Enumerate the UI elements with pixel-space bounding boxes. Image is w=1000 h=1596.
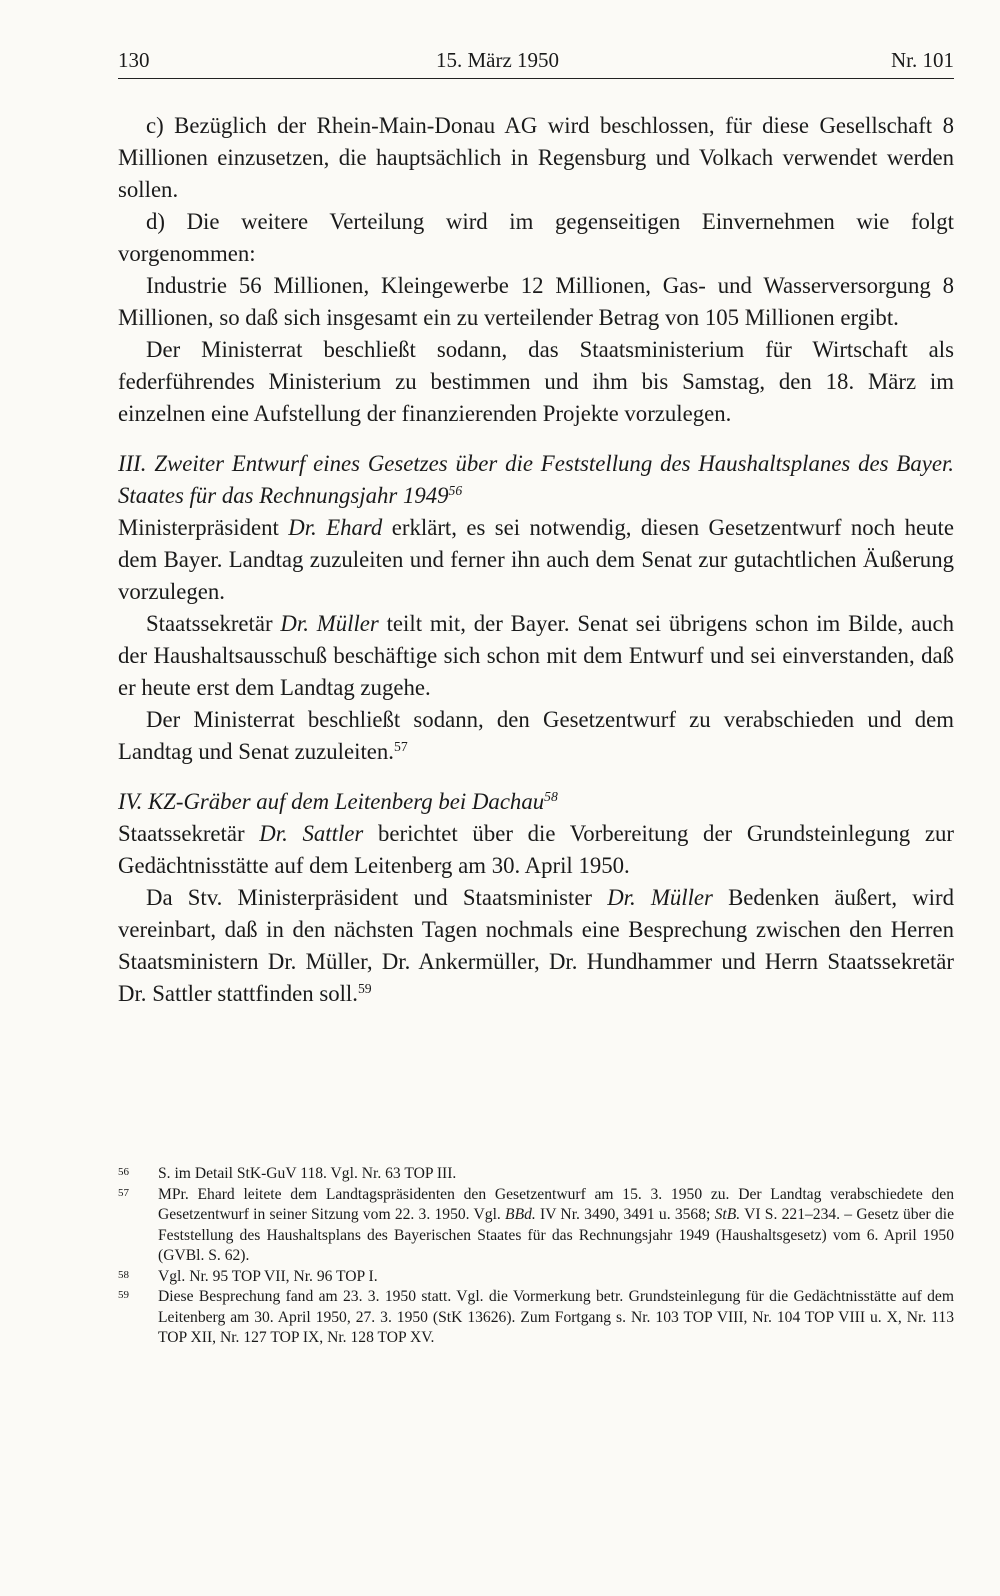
main-text xyxy=(118,110,954,1010)
text-run: MPr. Ehard leitete dem Landtagspräsidenten den Gesetzentwurf am 15. 3. 1950 zu. Der Landtag verabschiedete den Gesetzentwurf in seiner Sitzung vom 22. 3. 1950. Vgl. xyxy=(158,1185,954,1223)
text-run: IV Nr. 3490, 3491 u. 3568; xyxy=(535,1206,715,1223)
section-iv-title: IV. KZ-Gräber auf dem Leitenberg bei Dachau xyxy=(118,789,545,814)
footnote-number: 56 xyxy=(118,1166,129,1178)
footnote-57 xyxy=(118,1185,954,1267)
footnote-56 xyxy=(118,1164,954,1185)
paragraph-mueller xyxy=(118,608,954,704)
text-run: erklärt, es sei notwendig, diesen Gesetzentwurf noch heute dem Bayer. Landtag zuzuleiten und ferner ihn auch dem Senat zur gutachtlichen Äußerung vorzulegen. xyxy=(118,515,955,604)
footnote-58 xyxy=(118,1267,954,1288)
section-iv-heading xyxy=(118,786,954,818)
footnote-ref-56: 56 xyxy=(448,482,463,498)
paragraph-ministerrat-decision-2 xyxy=(118,704,954,768)
person-name-mueller: Müller xyxy=(635,885,713,910)
title-dr: Dr. xyxy=(288,515,317,540)
header-date: 15. März 1950 xyxy=(436,48,560,72)
section-iii-title: III. Zweiter Entwurf eines Gesetzes über die Feststellung des Haushaltsplanes des Bayer. Staates für das Rechnungsjahr 1949 xyxy=(118,451,954,508)
person-name-mueller: Müller xyxy=(308,611,379,636)
document-number: Nr. 101 xyxy=(891,48,954,72)
text-run: Staatssekretär xyxy=(146,611,281,636)
footnote-text: Vgl. Nr. 95 TOP VII, Nr. 96 TOP I. xyxy=(158,1267,378,1285)
text-run: Da Stv. Ministerpräsident und Staatsminister xyxy=(146,885,608,910)
paragraph-sattler xyxy=(118,818,954,882)
paragraph-ministerrat-decision-1: Der Ministerrat beschließt sodann, das Staatsministerium für Wirtschaft als federführendes Ministerium zu bestimmen und ihm bis Samstag, den 18. März im einzelnen eine Aufstellung der finanzierenden Projekte vorzulegen. xyxy=(118,337,954,426)
title-dr: Dr. xyxy=(607,885,636,910)
person-name-sattler: Sattler xyxy=(287,821,364,846)
page-number: 130 xyxy=(118,48,150,72)
footnote-number: 57 xyxy=(118,1186,129,1199)
paragraph-ehard xyxy=(118,512,954,608)
text-run: teilt mit, der Bayer. Senat sei übrigens schon im Bilde, auch der Haushaltsausschuß beschäftige sich schon mit dem Entwurf und sei einverstanden, daß er heute erst dem Landtag zugehe. xyxy=(118,611,954,700)
text-run: VI S. 221–234. – Gesetz über die Feststellung des Haushaltsplans des Bayerischen Staates für das Rechnungsjahr 1949 (Haushaltsgesetz) vom 6. April 1950 (GVBl. S. 62). xyxy=(158,1206,954,1264)
title-dr: Dr. xyxy=(280,611,309,636)
footnotes xyxy=(118,1164,954,1349)
text-run: Der Ministerrat beschließt sodann, den Gesetzentwurf zu verabschieden und dem Landtag und Senat zuzuleiten. xyxy=(118,707,954,764)
text-run: Staatssekretär xyxy=(118,821,260,846)
paragraph-d: d) Die weitere Verteilung wird im gegenseitigen Einvernehmen wie folgt vorgenommen: xyxy=(118,209,954,266)
person-name-ehard: Ehard xyxy=(316,515,383,540)
footnote-number: 58 xyxy=(118,1268,129,1281)
footnote-text: S. im Detail StK-GuV 118. Vgl. Nr. 63 TOP III. xyxy=(158,1165,457,1182)
text-run: Bedenken äußert, wird vereinbart, daß in den nächsten Tagen nochmals eine Besprechung zwischen den Herren Staatsministern Dr. Müller, Dr. Ankermüller, Dr. Hundhammer und Herrn Staatssekretär Dr. Sattler stattfinden soll. xyxy=(118,885,954,1006)
paragraph-stv xyxy=(118,882,954,1010)
footnote-text xyxy=(158,1185,954,1267)
section-iii-heading xyxy=(118,448,954,512)
footnote-ref-59: 59 xyxy=(357,980,372,996)
footnote-ref-58: 58 xyxy=(544,788,558,804)
paragraph-c: c) Bezüglich der Rhein-Main-Donau AG wird beschlossen, für diese Gesellschaft 8 Millionen einzusetzen, die hauptsächlich in Regensburg und Volkach verwendet werden sollen. xyxy=(118,113,954,202)
running-header xyxy=(118,44,954,79)
text-run: Ministerpräsident xyxy=(118,515,289,540)
source-abbrev-bbd: BBd. xyxy=(505,1206,536,1223)
footnote-text: Diese Besprechung fand am 23. 3. 1950 statt. Vgl. die Vormerkung betr. Grundsteinlegung für die Gedächtnisstätte auf dem Leitenberg am 30. April 1950, 27. 3. 1950 (StK 13626). Zum Fortgang s. Nr. 103 TOP VIII, Nr. 104 TOP VIII u. X, Nr. 113 TOP XII, Nr. 127 TOP IX, Nr. 128 TOP XV. xyxy=(158,1288,954,1346)
footnote-number: 59 xyxy=(118,1289,129,1301)
title-dr: Dr. xyxy=(259,821,288,846)
paragraph-allocation: Industrie 56 Millionen, Kleingewerbe 12 Millionen, Gas- und Wasserversorgung 8 Millionen, so daß sich insgesamt ein zu verteilender Betrag von 105 Millionen ergibt. xyxy=(118,273,954,330)
footnote-59 xyxy=(118,1287,954,1349)
text-run: berichtet über die Vorbereitung der Grundsteinlegung zur Gedächtnisstätte auf dem Leitenberg am 30. April 1950. xyxy=(118,821,954,878)
footnote-ref-57: 57 xyxy=(394,738,408,754)
source-abbrev-stb: StB. xyxy=(714,1206,741,1223)
